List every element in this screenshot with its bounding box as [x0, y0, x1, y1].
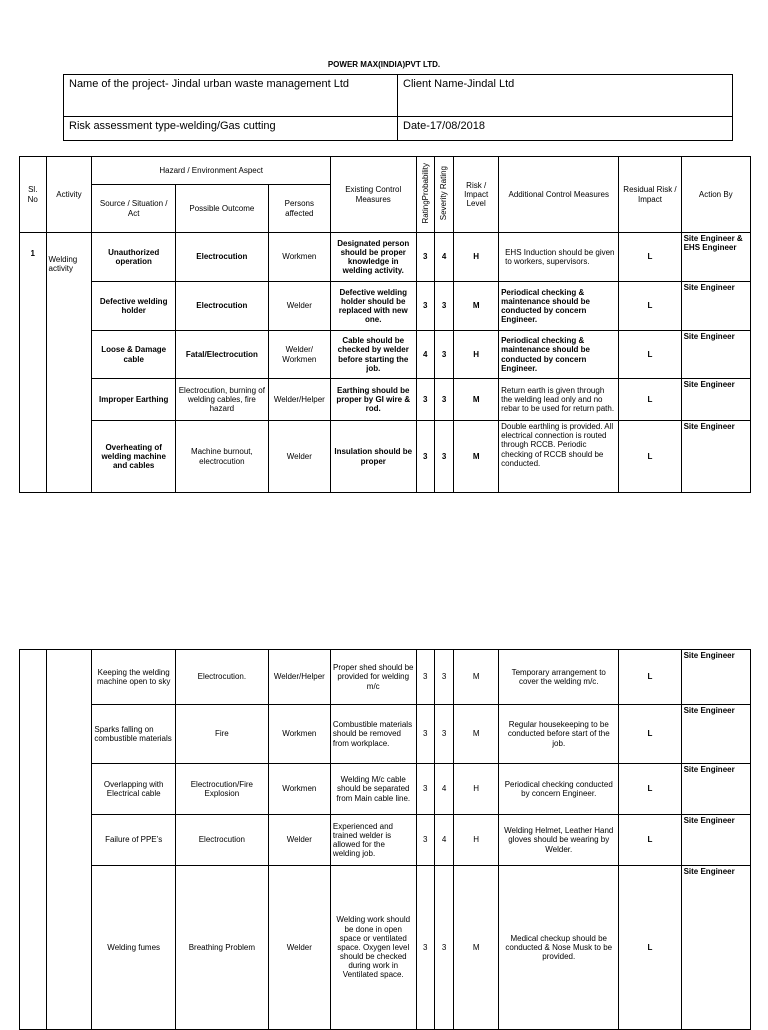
additional-cell: Temporary arrangement to cover the welding m/c.	[499, 650, 619, 705]
outcome-cell: Machine burnout, electrocution	[175, 421, 268, 493]
persons-cell: Welder	[268, 282, 330, 331]
severity-cell: 3	[434, 421, 453, 493]
table-row	[20, 705, 751, 764]
action-cell: Site Engineer	[681, 421, 750, 493]
outcome-cell: Electrocution/Fire Explosion	[175, 764, 268, 815]
source-cell: Keeping the welding machine open to sky	[92, 650, 176, 705]
severity-cell: 3	[434, 331, 453, 379]
risk-cell: H	[454, 764, 499, 815]
source-cell: Loose & Damage cable	[92, 331, 176, 379]
table-row	[20, 331, 751, 379]
risk-cell: M	[454, 379, 499, 421]
table-row	[20, 866, 751, 1030]
outcome-cell: Electrocution	[175, 815, 268, 866]
persons-cell: Welder/Helper	[268, 379, 330, 421]
additional-cell: Periodical checking & maintenance should be conducted by concern Engineer.	[499, 331, 619, 379]
risk-cell: H	[454, 233, 499, 282]
residual-cell: L	[619, 331, 681, 379]
col-persons: Persons affected	[268, 185, 330, 233]
col-residual-risk: Residual Risk / Impact	[619, 157, 681, 233]
sl-number: 1	[20, 233, 47, 493]
col-source: Source / Situation / Act	[92, 185, 176, 233]
risk-cell: M	[454, 866, 499, 1030]
action-cell: Site Engineer	[681, 866, 750, 1030]
col-risk-level: Risk / Impact Level	[454, 157, 499, 233]
client-name: Client Name-Jindal Ltd	[398, 75, 733, 117]
outcome-cell: Electrocution	[175, 233, 268, 282]
risk-cell: M	[454, 421, 499, 493]
risk-cell: M	[454, 705, 499, 764]
table-row	[20, 379, 751, 421]
col-outcome: Possible Outcome	[175, 185, 268, 233]
company-name: POWER MAX(INDIA)PVT LTD.	[327, 60, 441, 69]
source-cell: Unauthorized operation	[92, 233, 176, 282]
persons-cell: Workmen	[268, 764, 330, 815]
severity-label: Severity Rating	[439, 166, 449, 221]
project-header-table	[63, 74, 733, 141]
source-cell: Improper Earthing	[92, 379, 176, 421]
probability-cell: 4	[416, 331, 434, 379]
source-cell: Sparks falling on combustible materials	[92, 705, 176, 764]
col-sl-no: Sl. No	[20, 157, 47, 233]
risk-table	[19, 156, 751, 493]
residual-cell: L	[619, 282, 681, 331]
col-additional-control: Additional Control Measures	[499, 157, 619, 233]
persons-cell: Welder	[268, 421, 330, 493]
severity-cell: 3	[434, 705, 453, 764]
probability-cell: 3	[416, 233, 434, 282]
persons-cell: Welder/ Workmen	[268, 331, 330, 379]
existing-cell: Designated person should be proper knowledge in welding activity.	[330, 233, 416, 282]
severity-cell: 4	[434, 764, 453, 815]
col-action-by: Action By	[681, 157, 750, 233]
table-row	[20, 764, 751, 815]
risk-assessment-type: Risk assessment type-welding/Gas cutting	[64, 117, 398, 141]
action-cell: Site Engineer	[681, 650, 750, 705]
activity-empty-cell	[46, 650, 92, 1030]
table-row	[20, 815, 751, 866]
probability-cell: 3	[416, 282, 434, 331]
existing-cell: Earthing should be proper by GI wire & rod.	[330, 379, 416, 421]
col-existing-control: Existing Control Measures	[330, 157, 416, 233]
probability-cell: 3	[416, 379, 434, 421]
action-cell: Site Engineer	[681, 705, 750, 764]
table-row	[20, 233, 751, 282]
severity-cell: 3	[434, 282, 453, 331]
outcome-cell: Electrocution	[175, 282, 268, 331]
action-cell: Site Engineer	[681, 379, 750, 421]
severity-cell: 3	[434, 650, 453, 705]
risk-cell: M	[454, 282, 499, 331]
project-name: Name of the project- Jindal urban waste management Ltd	[64, 75, 398, 117]
col-activity: Activity	[46, 157, 92, 233]
probability-label: RatingProbability	[420, 163, 430, 224]
residual-cell: L	[619, 764, 681, 815]
source-cell: Failure of PPE’s	[92, 815, 176, 866]
col-probability	[416, 157, 434, 233]
residual-cell: L	[619, 815, 681, 866]
table-row	[20, 650, 751, 705]
outcome-cell: Fire	[175, 705, 268, 764]
probability-cell: 3	[416, 421, 434, 493]
residual-cell: L	[619, 866, 681, 1030]
existing-cell: Welding M/c cable should be separated from Main cable line.	[330, 764, 416, 815]
severity-cell: 4	[434, 815, 453, 866]
action-cell: Site Engineer	[681, 331, 750, 379]
table-row	[20, 282, 751, 331]
existing-cell: Experienced and trained welder is allowed for the welding job.	[330, 815, 416, 866]
residual-cell: L	[619, 421, 681, 493]
assessment-date: Date-17/08/2018	[398, 117, 733, 141]
existing-cell: Combustible materials should be removed from workplace.	[330, 705, 416, 764]
persons-cell: Workmen	[268, 233, 330, 282]
residual-cell: L	[619, 379, 681, 421]
residual-cell: L	[619, 650, 681, 705]
additional-cell: Welding Helmet, Leather Hand gloves should be wearing by Welder.	[499, 815, 619, 866]
additional-cell: EHS Induction should be given to workers, supervisors.	[499, 233, 619, 282]
existing-cell: Insulation should be proper	[330, 421, 416, 493]
col-hazard-group: Hazard / Environment Aspect	[92, 157, 331, 185]
existing-cell: Defective welding holder should be replaced with new one.	[330, 282, 416, 331]
additional-cell: Medical checkup should be conducted & Nose Musk to be provided.	[499, 866, 619, 1030]
existing-cell: Welding work should be done in open space or ventilated space. Oxygen level should be checked during work in Ventilated space.	[330, 866, 416, 1030]
existing-cell: Cable should be checked by welder before starting the job.	[330, 331, 416, 379]
sl-empty-cell	[20, 650, 47, 1030]
col-severity	[434, 157, 453, 233]
additional-cell: Double earthling is provided. All electrical connection is routed through RCCB. Periodic checking of RCCB should be conducted.	[499, 421, 619, 493]
probability-cell: 3	[416, 650, 434, 705]
table-row	[20, 421, 751, 493]
source-cell: Welding fumes	[92, 866, 176, 1030]
outcome-cell: Fatal/Electrocution	[175, 331, 268, 379]
persons-cell: Welder/Helper	[268, 650, 330, 705]
action-cell: Site Engineer	[681, 282, 750, 331]
probability-cell: 3	[416, 815, 434, 866]
source-cell: Overlapping with Electrical cable	[92, 764, 176, 815]
persons-cell: Welder	[268, 866, 330, 1030]
outcome-cell: Electrocution, burning of welding cables, fire hazard	[175, 379, 268, 421]
persons-cell: Workmen	[268, 705, 330, 764]
additional-cell: Regular housekeeping to be conducted before start of the job.	[499, 705, 619, 764]
action-cell: Site Engineer	[681, 815, 750, 866]
risk-cell: H	[454, 815, 499, 866]
source-cell: Defective welding holder	[92, 282, 176, 331]
outcome-cell: Breathing Problem	[175, 866, 268, 1030]
probability-cell: 3	[416, 866, 434, 1030]
severity-cell: 4	[434, 233, 453, 282]
residual-cell: L	[619, 705, 681, 764]
additional-cell: Periodical checking & maintenance should be conducted by concern Engineer.	[499, 282, 619, 331]
probability-cell: 3	[416, 764, 434, 815]
risk-table-continued	[19, 649, 751, 1030]
risk-cell: M	[454, 650, 499, 705]
additional-cell: Periodical checking conducted by concern Engineer.	[499, 764, 619, 815]
activity-name: Welding activity	[46, 233, 92, 493]
severity-cell: 3	[434, 379, 453, 421]
additional-cell: Return earth is given through the welding lead only and no rebar to be used for return path.	[499, 379, 619, 421]
severity-cell: 3	[434, 866, 453, 1030]
action-cell: Site Engineer	[681, 764, 750, 815]
outcome-cell: Electrocution.	[175, 650, 268, 705]
probability-cell: 3	[416, 705, 434, 764]
action-cell: Site Engineer & EHS Engineer	[681, 233, 750, 282]
risk-cell: H	[454, 331, 499, 379]
persons-cell: Welder	[268, 815, 330, 866]
existing-cell: Proper shed should be provided for welding m/c	[330, 650, 416, 705]
source-cell: Overheating of welding machine and cables	[92, 421, 176, 493]
residual-cell: L	[619, 233, 681, 282]
